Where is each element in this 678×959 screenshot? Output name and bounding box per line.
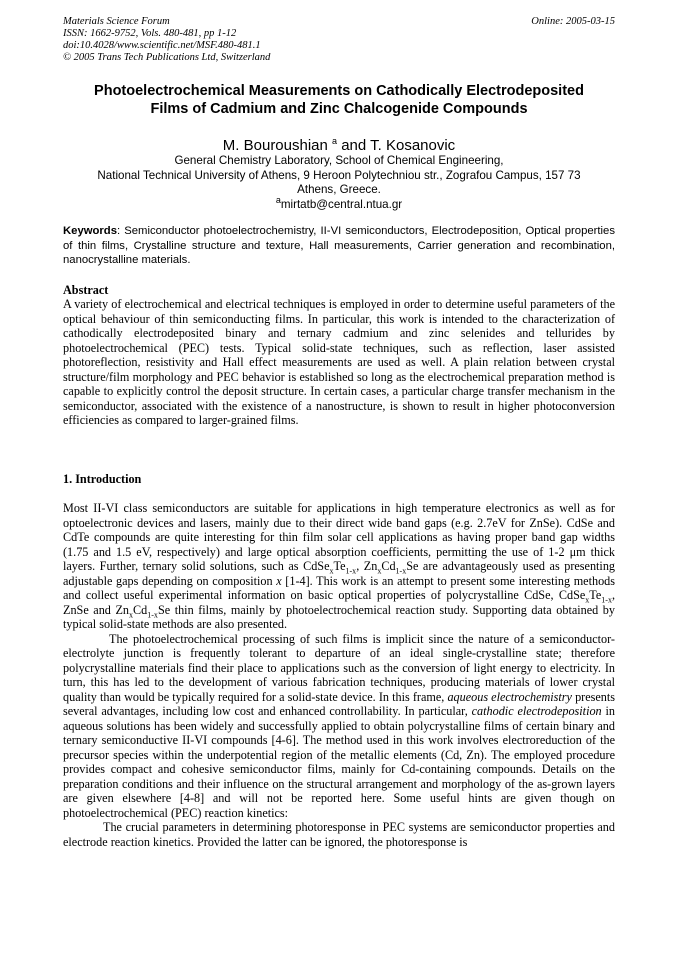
intro-paragraph-1: Most II-VI class semiconductors are suitable for applications in high temperature electronics as well as for optoelectronic devices and lasers, mainly due to their direct wide band gaps (e.g. 2.7eV for ZnSe). CdSe and CdTe compounds are quite interesting for thin film solar cell applications as having proper band gap widths (1.75 and 1.5 eV, respectively) and large optical absorption coefficients, permitting the use of 1-2 μm thick layers. Further, ternary solid solutions, such as $CdSe_xTe_{1-x}$, $Zn_xCd_{1-x}Se$ are advantageously used as presenting adjustable gaps depending on composition x [1-4]. This work is an attempt to present some interesting methods and collect useful experimental information on basic optical properties of polycrystalline CdSe, $CdSe_xTe_{1-x}$, ZnSe and $Zn_xCd_{1-x}Se$ thin films, mainly by photoelectrochemical reaction study. Supporting data obtained by typical solid-state methods are also presented.	[63, 501, 616, 631]
author-list	[63, 137, 615, 155]
formula-cdsete-2: $CdSe_xTe_{1-x}$	[558, 588, 612, 605]
intro-paragraph-2: The photoelectrochemical processing of such films is implicit since the nature of a semiconductor-electrolyte junction is frequently tolerant to departure of an ideal single-crystalline state; therefore polycrystalline materials find their place to applications such as the conversion of light energy to electricity. In turn, this has led to the development of various fabrication techniques, producing materials of lower crystal quality than would be typically required for a solid-state device. In this frame, aqueous electrochemistry presents several advantages, including low cost and enhanced controllability. In particular, cathodic electrodeposition in aqueous solutions has been widely and successfully applied to obtain polycrystalline films of certain binary and ternary semiconductive II-VI compounds [4-6]. The method used in this work involves electroreduction of the precursor species within the underpotential region of the metallic elements (Cd, Zn). The employed procedure provides compact and cohesive semiconductor films, mainly for Cd-containing compounds. Details on the preparation conditions and their influence on the structural arrangement and morphology of the as-grown layers are given elsewhere [4-8] and will not be reported here. Some useful hints are given though on photoelectrochemical (PEC) reaction kinetics:	[63, 631, 616, 820]
journal-name: Materials Science Forum	[63, 16, 170, 27]
introduction-heading: 1. Introduction	[63, 472, 142, 486]
title-line-2: Films of Cadmium and Zinc Chalcogenide Compounds	[150, 101, 528, 117]
affiliation-block	[63, 154, 615, 212]
keywords-block	[63, 224, 615, 268]
abstract-text	[63, 297, 615, 428]
author-2: T. Kosanovic	[370, 137, 456, 154]
paper-title	[63, 82, 615, 118]
abstract-paragraph: A variety of electrochemical and electrical techniques is employed in order to determine useful parameters of the optical behaviour of thin semiconducting films. In particular, this work is intended to the characterization of cathodically electrodeposited binary and ternary cadmium and zinc selenides and tellurides by photoelectrochemical (PEC) tests. Typical solid-state techniques, such as reflection, laser assisted photoreflection, resistivity and Hall effect measurements are used as well. A plain relation between crystal structure/film morphology and PEC behavior is established so long as the electrochemical preparation method is capable to explicitly control the deposit structure. In certain cases, a particular charge transfer mechanism in the semiconductor, associated with the existence of a nanostructure, is shown to result in higher photoconversion efficiencies as compared to larger-grained films.	[63, 297, 615, 427]
abstract-heading: Abstract	[63, 283, 109, 297]
formula-zncdse: $Zn_xCd_{1-x}Se$	[363, 559, 419, 576]
formula-zncdse-2: $Zn_xCd_{1-x}Se$	[115, 602, 171, 619]
introduction-body	[63, 501, 615, 849]
author-1-affil-mark: a	[332, 136, 338, 146]
formula-cdsete: $CdSe_xTe_{1-x}$	[303, 559, 357, 576]
author-1: M. Bouroushian	[222, 137, 333, 154]
issn-line: ISSN: 1662-9752, Vols. 480-481, pp 1-12	[63, 28, 237, 39]
author-conjunction: and	[337, 137, 371, 154]
doi-line: doi:10.4028/www.scientific.net/MSF.480-481.1	[63, 40, 261, 51]
intro-paragraph-3: The crucial parameters in determining photoresponse in PEC systems are semiconductor properties and electrode reaction kinetics. Provided the latter can be ignored, the photoresponse is	[63, 820, 615, 849]
copyright-line: © 2005 Trans Tech Publications Ltd, Switzerland	[63, 52, 271, 63]
keywords-label: Keywords	[63, 225, 117, 237]
author-email	[63, 194, 615, 213]
emphasis-aqueous-electrochemistry: aqueous electrochemistry	[447, 689, 572, 704]
keywords-text: : Semiconductor photoelectrochemistry, II-VI semiconductors, Electrodeposition, Optical properties of thin films, Crystalline structure and texture, Hall measurements, Carrier generation and recombination, nanocrystalline materials.	[63, 225, 615, 266]
emphasis-cathodic-electrodeposition: cathodic electrodeposition	[471, 704, 602, 718]
title-line-1: Photoelectrochemical Measurements on Cathodically Electrodeposited	[94, 83, 584, 99]
email-address: mirtatb@central.ntua.gr	[280, 197, 403, 211]
online-date: Online: 2005-03-15	[531, 16, 615, 27]
affiliation-line-3: Athens, Greece.	[297, 183, 381, 196]
journal-header	[63, 16, 615, 64]
affiliation-line-1: General Chemistry Laboratory, School of Chemical Engineering,	[174, 154, 504, 167]
affiliation-line-2: National Technical University of Athens, 9 Heroon Polytechniou str., Zografou Campus, 157 73	[97, 168, 581, 182]
email-affil-mark: a	[275, 194, 281, 205]
composition-variable: x	[276, 573, 282, 588]
